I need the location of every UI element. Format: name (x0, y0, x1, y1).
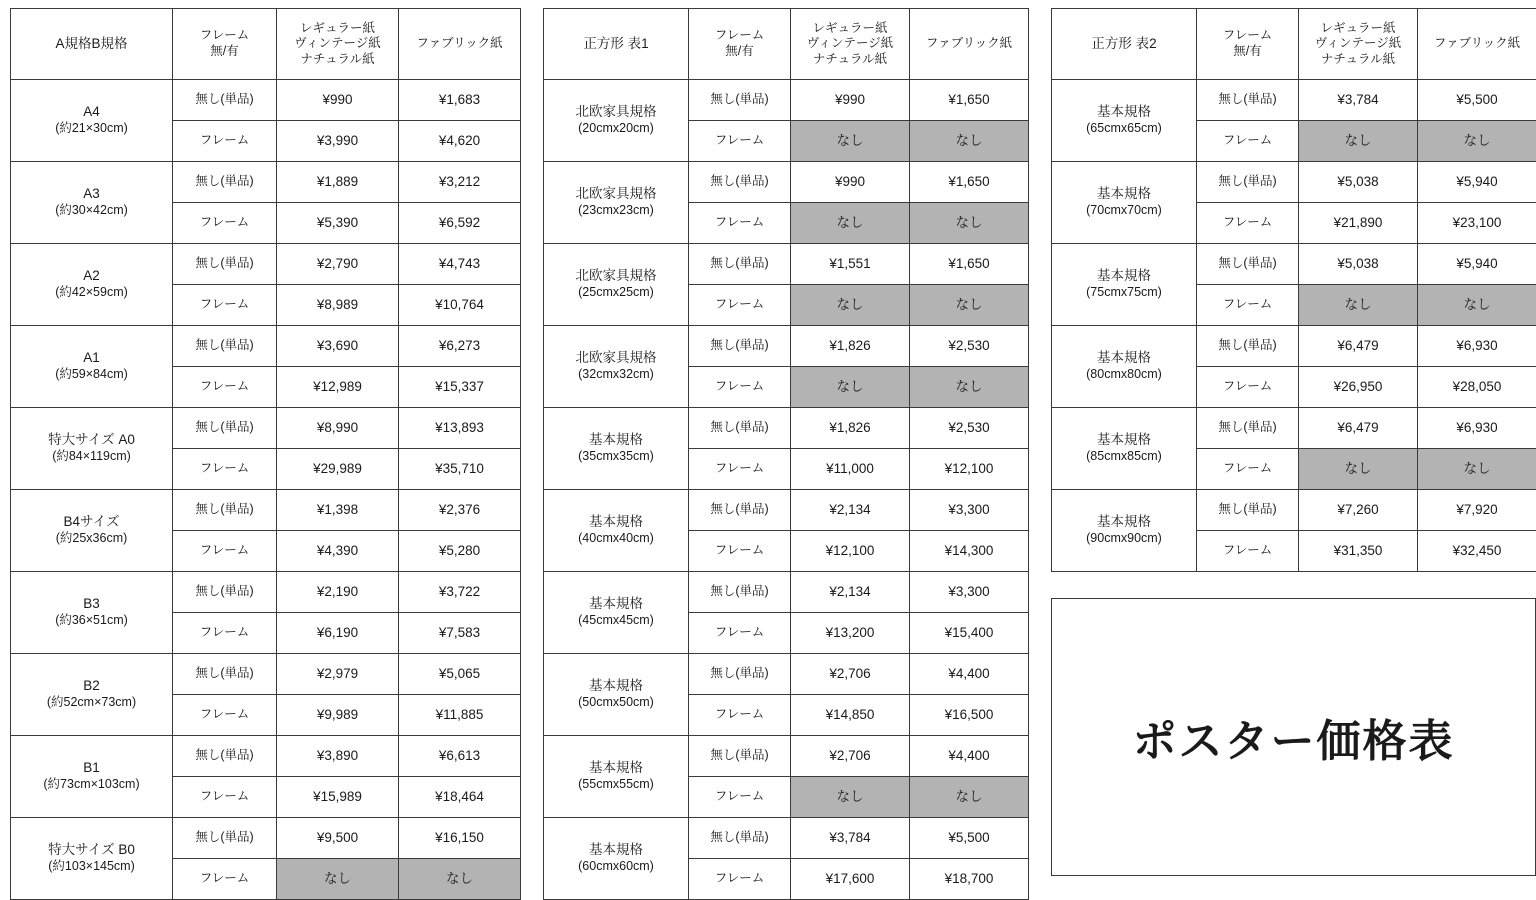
table-a-b (10, 8, 521, 900)
frame-option: フレーム (689, 531, 791, 572)
price-regular: ¥9,500 (277, 818, 399, 859)
price-fabric: ¥7,583 (399, 613, 521, 654)
frame-option: 無し(単品) (689, 80, 791, 121)
row-size-label (11, 162, 173, 244)
size-name: 基本規格 (589, 678, 643, 693)
table-row (11, 572, 521, 613)
row-size-label (11, 736, 173, 818)
price-regular: ¥14,850 (791, 695, 910, 736)
size-dimensions: (約36×51cm) (13, 613, 170, 629)
row-size-label (544, 572, 689, 654)
table-header-row (11, 9, 521, 80)
frame-option: 無し(単品) (689, 818, 791, 859)
frame-option: 無し(単品) (689, 736, 791, 777)
price-fabric: ¥28,050 (1418, 367, 1536, 408)
price-regular: ¥3,690 (277, 326, 399, 367)
size-dimensions: (35cmx35cm) (546, 449, 686, 465)
frame-option: 無し(単品) (173, 654, 277, 695)
price-regular: ¥2,190 (277, 572, 399, 613)
table-header-row (1052, 9, 1536, 80)
size-name: 基本規格 (1097, 514, 1151, 529)
size-name: B3 (83, 596, 100, 611)
price-fabric: ¥1,650 (910, 80, 1029, 121)
header-regular-paper: レギュラー紙 ヴィンテージ紙 ナチュラル紙 (277, 9, 399, 80)
price-regular: ¥990 (277, 80, 399, 121)
size-dimensions: (約73cm×103cm) (13, 777, 170, 793)
row-size-label (11, 80, 173, 162)
size-dimensions: (85cmx85cm) (1054, 449, 1194, 465)
price-regular: ¥2,790 (277, 244, 399, 285)
table-row (1052, 244, 1536, 285)
size-dimensions: (約30×42cm) (13, 203, 170, 219)
price-regular: ¥1,551 (791, 244, 910, 285)
price-fabric: ¥4,743 (399, 244, 521, 285)
table-row (544, 818, 1029, 859)
header-size: A規格B規格 (11, 9, 173, 80)
size-name: A3 (83, 186, 100, 201)
row-size-label (11, 244, 173, 326)
price-fabric: ¥2,376 (399, 490, 521, 531)
price-regular: ¥990 (791, 80, 910, 121)
frame-option: フレーム (1197, 367, 1299, 408)
size-dimensions: (60cmx60cm) (546, 859, 686, 875)
price-regular: ¥990 (791, 162, 910, 203)
frame-option: フレーム (173, 121, 277, 162)
size-name: A2 (83, 268, 100, 283)
price-fabric: ¥1,650 (910, 244, 1029, 285)
table-row (11, 80, 521, 121)
size-name: A1 (83, 350, 100, 365)
price-fabric: なし (1418, 449, 1536, 490)
frame-option: フレーム (689, 859, 791, 900)
header-frame: フレーム 無/有 (173, 9, 277, 80)
table-row (11, 326, 521, 367)
frame-option: 無し(単品) (689, 326, 791, 367)
table-row (544, 326, 1029, 367)
price-regular: ¥6,190 (277, 613, 399, 654)
table-row (544, 244, 1029, 285)
frame-option: フレーム (689, 777, 791, 818)
size-name: B4サイズ (64, 514, 120, 529)
price-regular: なし (1299, 121, 1418, 162)
price-fabric: ¥10,764 (399, 285, 521, 326)
price-regular: ¥17,600 (791, 859, 910, 900)
price-fabric: ¥14,300 (910, 531, 1029, 572)
price-regular: なし (791, 777, 910, 818)
table-row (544, 736, 1029, 777)
price-fabric: ¥6,273 (399, 326, 521, 367)
row-size-label (544, 326, 689, 408)
table-row (1052, 326, 1536, 367)
frame-option: 無し(単品) (173, 80, 277, 121)
row-size-label (11, 490, 173, 572)
frame-option: フレーム (173, 367, 277, 408)
header-fabric-paper: ファブリック紙 (399, 9, 521, 80)
table-row (11, 162, 521, 203)
table-row (544, 162, 1029, 203)
size-name: B2 (83, 678, 100, 693)
frame-option: 無し(単品) (173, 818, 277, 859)
table-row (544, 80, 1029, 121)
price-regular: ¥3,890 (277, 736, 399, 777)
size-dimensions: (40cmx40cm) (546, 531, 686, 547)
frame-option: フレーム (689, 449, 791, 490)
price-regular: ¥1,826 (791, 408, 910, 449)
row-size-label (544, 736, 689, 818)
size-dimensions: (20cmx20cm) (546, 121, 686, 137)
frame-option: フレーム (689, 613, 791, 654)
frame-option: 無し(単品) (689, 408, 791, 449)
price-regular: ¥4,390 (277, 531, 399, 572)
size-dimensions: (約103×145cm) (13, 859, 170, 875)
price-regular: ¥29,989 (277, 449, 399, 490)
page-title: ポスター価格表 (1133, 705, 1455, 769)
frame-option: 無し(単品) (689, 490, 791, 531)
price-fabric: ¥5,940 (1418, 162, 1536, 203)
size-dimensions: (32cmx32cm) (546, 367, 686, 383)
price-regular: なし (1299, 449, 1418, 490)
size-dimensions: (90cmx90cm) (1054, 531, 1194, 547)
size-dimensions: (約21×30cm) (13, 121, 170, 137)
frame-option: 無し(単品) (689, 572, 791, 613)
price-fabric: ¥2,530 (910, 326, 1029, 367)
header-size: 正方形 表1 (544, 9, 689, 80)
price-regular: ¥1,889 (277, 162, 399, 203)
row-size-label (11, 326, 173, 408)
table-square-1 (543, 8, 1029, 900)
row-size-label (11, 572, 173, 654)
row-size-label (1052, 326, 1197, 408)
price-regular: ¥1,826 (791, 326, 910, 367)
size-name: 特大サイズ A0 (48, 432, 135, 447)
size-dimensions: (50cmx50cm) (546, 695, 686, 711)
table-row (1052, 80, 1536, 121)
table-row (11, 408, 521, 449)
column-middle (543, 8, 1029, 900)
size-name: 基本規格 (589, 432, 643, 447)
row-size-label (11, 408, 173, 490)
table-row (544, 408, 1029, 449)
price-regular: ¥5,038 (1299, 244, 1418, 285)
frame-option: フレーム (689, 203, 791, 244)
frame-option: 無し(単品) (1197, 244, 1299, 285)
price-fabric: ¥6,930 (1418, 408, 1536, 449)
price-regular: ¥31,350 (1299, 531, 1418, 572)
title-box (1051, 598, 1536, 876)
price-fabric: ¥4,400 (910, 654, 1029, 695)
frame-option: フレーム (173, 531, 277, 572)
price-regular: ¥11,000 (791, 449, 910, 490)
size-name: 特大サイズ B0 (48, 842, 135, 857)
price-fabric: ¥23,100 (1418, 203, 1536, 244)
price-regular: なし (791, 203, 910, 244)
price-regular: なし (791, 121, 910, 162)
row-size-label (544, 244, 689, 326)
table-row (1052, 408, 1536, 449)
size-dimensions: (65cmx65cm) (1054, 121, 1194, 137)
size-name: 基本規格 (589, 760, 643, 775)
table-row (11, 654, 521, 695)
size-name: 基本規格 (1097, 186, 1151, 201)
table-row (1052, 162, 1536, 203)
price-fabric: なし (910, 777, 1029, 818)
price-fabric: ¥2,530 (910, 408, 1029, 449)
table-row (11, 818, 521, 859)
price-regular: ¥8,990 (277, 408, 399, 449)
price-regular: ¥6,479 (1299, 408, 1418, 449)
row-size-label (544, 818, 689, 900)
table-row (544, 490, 1029, 531)
row-size-label (544, 80, 689, 162)
row-size-label (544, 654, 689, 736)
price-regular: ¥9,989 (277, 695, 399, 736)
size-name: 基本規格 (589, 514, 643, 529)
size-dimensions: (25cmx25cm) (546, 285, 686, 301)
header-fabric-paper: ファブリック紙 (910, 9, 1029, 80)
frame-option: フレーム (1197, 531, 1299, 572)
price-fabric: ¥5,065 (399, 654, 521, 695)
price-fabric: ¥1,683 (399, 80, 521, 121)
frame-option: 無し(単品) (689, 162, 791, 203)
row-size-label (11, 818, 173, 900)
price-fabric: ¥4,400 (910, 736, 1029, 777)
size-name: 基本規格 (589, 842, 643, 857)
header-regular-paper: レギュラー紙 ヴィンテージ紙 ナチュラル紙 (791, 9, 910, 80)
price-regular: ¥3,784 (791, 818, 910, 859)
frame-option: 無し(単品) (173, 244, 277, 285)
row-size-label (1052, 490, 1197, 572)
price-regular: なし (791, 367, 910, 408)
size-dimensions: (70cmx70cm) (1054, 203, 1194, 219)
size-dimensions: (約25x36cm) (13, 531, 170, 547)
frame-option: 無し(単品) (173, 326, 277, 367)
frame-option: フレーム (173, 695, 277, 736)
price-fabric: ¥5,500 (910, 818, 1029, 859)
price-fabric: ¥13,893 (399, 408, 521, 449)
frame-option: 無し(単品) (1197, 80, 1299, 121)
frame-option: 無し(単品) (689, 244, 791, 285)
size-dimensions: (約84×119cm) (13, 449, 170, 465)
price-fabric: なし (1418, 121, 1536, 162)
price-fabric: ¥7,920 (1418, 490, 1536, 531)
price-fabric: ¥1,650 (910, 162, 1029, 203)
size-dimensions: (約59×84cm) (13, 367, 170, 383)
price-fabric: ¥3,722 (399, 572, 521, 613)
size-dimensions: (23cmx23cm) (546, 203, 686, 219)
price-fabric: なし (910, 285, 1029, 326)
size-dimensions: (45cmx45cm) (546, 613, 686, 629)
size-dimensions: (約52cm×73cm) (13, 695, 170, 711)
price-regular: ¥5,038 (1299, 162, 1418, 203)
price-regular: ¥13,200 (791, 613, 910, 654)
price-regular: ¥12,100 (791, 531, 910, 572)
table-row (11, 244, 521, 285)
table-square-2 (1051, 8, 1536, 572)
column-right (1051, 8, 1536, 876)
row-size-label (11, 654, 173, 736)
price-fabric: なし (910, 203, 1029, 244)
price-fabric: ¥32,450 (1418, 531, 1536, 572)
size-name: 北欧家具規格 (576, 104, 657, 119)
frame-option: 無し(単品) (173, 408, 277, 449)
header-fabric-paper: ファブリック紙 (1418, 9, 1536, 80)
price-regular: ¥1,398 (277, 490, 399, 531)
price-fabric: ¥15,337 (399, 367, 521, 408)
size-dimensions: (75cmx75cm) (1054, 285, 1194, 301)
row-size-label (544, 162, 689, 244)
price-fabric: ¥11,885 (399, 695, 521, 736)
frame-option: フレーム (689, 285, 791, 326)
price-fabric: ¥16,150 (399, 818, 521, 859)
price-fabric: なし (399, 859, 521, 900)
price-fabric: ¥5,500 (1418, 80, 1536, 121)
price-regular: ¥7,260 (1299, 490, 1418, 531)
size-name: 基本規格 (589, 596, 643, 611)
frame-option: 無し(単品) (689, 654, 791, 695)
price-regular: ¥2,134 (791, 490, 910, 531)
price-regular: ¥2,134 (791, 572, 910, 613)
row-size-label (544, 490, 689, 572)
row-size-label (544, 408, 689, 490)
row-size-label (1052, 408, 1197, 490)
price-regular: ¥2,706 (791, 736, 910, 777)
column-left (10, 8, 521, 900)
size-name: 基本規格 (1097, 268, 1151, 283)
header-frame: フレーム 無/有 (689, 9, 791, 80)
frame-option: フレーム (173, 859, 277, 900)
price-fabric: ¥15,400 (910, 613, 1029, 654)
table-row (1052, 490, 1536, 531)
frame-option: フレーム (689, 121, 791, 162)
header-frame: フレーム 無/有 (1197, 9, 1299, 80)
header-size: 正方形 表2 (1052, 9, 1197, 80)
frame-option: 無し(単品) (173, 736, 277, 777)
table-row (11, 490, 521, 531)
frame-option: フレーム (173, 777, 277, 818)
frame-option: フレーム (1197, 121, 1299, 162)
price-fabric: なし (910, 121, 1029, 162)
price-fabric: ¥5,280 (399, 531, 521, 572)
price-fabric: ¥3,300 (910, 572, 1029, 613)
table-row (11, 736, 521, 777)
price-regular: ¥26,950 (1299, 367, 1418, 408)
frame-option: 無し(単品) (1197, 326, 1299, 367)
price-fabric: ¥4,620 (399, 121, 521, 162)
frame-option: 無し(単品) (1197, 490, 1299, 531)
price-fabric: ¥12,100 (910, 449, 1029, 490)
price-regular: ¥8,989 (277, 285, 399, 326)
price-regular: ¥21,890 (1299, 203, 1418, 244)
table-row (544, 572, 1029, 613)
frame-option: フレーム (173, 203, 277, 244)
size-name: 基本規格 (1097, 432, 1151, 447)
frame-option: 無し(単品) (173, 572, 277, 613)
table-row (544, 654, 1029, 695)
price-regular: ¥2,979 (277, 654, 399, 695)
price-fabric: ¥3,212 (399, 162, 521, 203)
price-regular: ¥3,784 (1299, 80, 1418, 121)
price-regular: ¥6,479 (1299, 326, 1418, 367)
frame-option: 無し(単品) (173, 490, 277, 531)
frame-option: フレーム (1197, 285, 1299, 326)
size-name: 北欧家具規格 (576, 350, 657, 365)
row-size-label (1052, 80, 1197, 162)
frame-option: 無し(単品) (1197, 162, 1299, 203)
price-fabric: ¥5,940 (1418, 244, 1536, 285)
price-fabric: なし (910, 367, 1029, 408)
price-fabric: なし (1418, 285, 1536, 326)
size-name: 基本規格 (1097, 104, 1151, 119)
price-fabric: ¥6,592 (399, 203, 521, 244)
frame-option: フレーム (689, 695, 791, 736)
size-name: 北欧家具規格 (576, 268, 657, 283)
price-regular: なし (277, 859, 399, 900)
size-dimensions: (55cmx55cm) (546, 777, 686, 793)
size-name: 基本規格 (1097, 350, 1151, 365)
row-size-label (1052, 162, 1197, 244)
header-regular-paper: レギュラー紙 ヴィンテージ紙 ナチュラル紙 (1299, 9, 1418, 80)
frame-option: 無し(単品) (173, 162, 277, 203)
price-fabric: ¥6,613 (399, 736, 521, 777)
table-header-row (544, 9, 1029, 80)
size-name: B1 (83, 760, 100, 775)
price-fabric: ¥3,300 (910, 490, 1029, 531)
price-regular: なし (791, 285, 910, 326)
size-name: A4 (83, 104, 100, 119)
frame-option: フレーム (689, 367, 791, 408)
size-dimensions: (80cmx80cm) (1054, 367, 1194, 383)
frame-option: フレーム (173, 613, 277, 654)
price-fabric: ¥18,700 (910, 859, 1029, 900)
price-regular: ¥2,706 (791, 654, 910, 695)
price-fabric: ¥16,500 (910, 695, 1029, 736)
price-fabric: ¥6,930 (1418, 326, 1536, 367)
frame-option: フレーム (173, 285, 277, 326)
frame-option: フレーム (1197, 449, 1299, 490)
size-dimensions: (約42×59cm) (13, 285, 170, 301)
price-regular: ¥15,989 (277, 777, 399, 818)
price-regular: ¥5,390 (277, 203, 399, 244)
price-regular: ¥3,990 (277, 121, 399, 162)
frame-option: フレーム (173, 449, 277, 490)
row-size-label (1052, 244, 1197, 326)
price-fabric: ¥35,710 (399, 449, 521, 490)
frame-option: フレーム (1197, 203, 1299, 244)
price-regular: ¥12,989 (277, 367, 399, 408)
price-regular: なし (1299, 285, 1418, 326)
size-name: 北欧家具規格 (576, 186, 657, 201)
price-fabric: ¥18,464 (399, 777, 521, 818)
frame-option: 無し(単品) (1197, 408, 1299, 449)
